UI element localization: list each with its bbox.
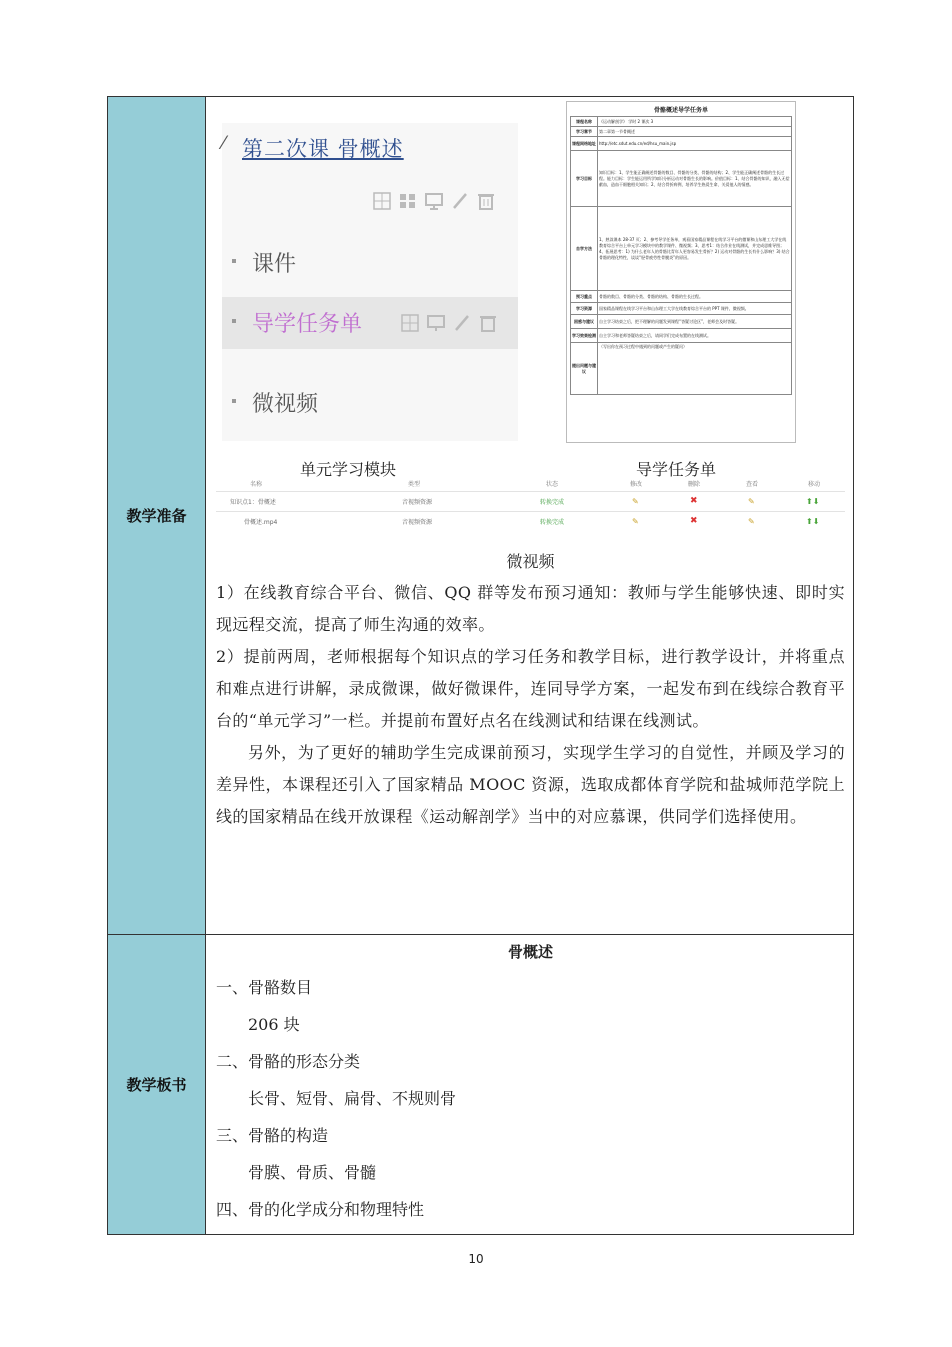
module-item-label: 导学任务单 [252,312,363,337]
module-item-label: 微视频 [252,392,319,417]
module-toolbar [372,191,496,211]
monitor-icon [424,191,444,211]
modify-icon[interactable]: ✎ [632,516,639,526]
edit-icon [450,191,470,211]
board-line: 206 块 [248,1015,300,1034]
add-icon [400,313,420,333]
divider [216,511,845,512]
video-type: 音视频资源 [402,498,433,506]
board-line: 四、骨的化学成分和物理特性 [216,1200,425,1219]
row-label-board: 教学板书 [108,935,206,1235]
module-item-courseware[interactable] [222,237,518,289]
video-row[interactable] [216,493,845,509]
page-number: 10 [468,1252,484,1266]
sheet-value: （写出你在预习过程中遇到的问题或产生的疑问） [598,343,792,395]
lesson-table [107,96,854,1235]
sheet-value: 国家精品课程在线学习平台和山东理工大学在线教育综合平台的 PPT 课件、微视频。 [598,303,792,315]
sheet-title: 骨骼概述导学任务单 [653,107,708,114]
trash-icon [476,191,496,211]
view-icon[interactable]: ✎ [748,516,755,526]
video-caption: 微视频 [506,552,555,571]
move-arrows-icon[interactable]: ⬆⬇ [806,516,820,526]
edit-icon [452,313,472,333]
sheet-value: 骨骼的数目、骨骼的分类、骨骼的结构、骨骼的生长过程。 [598,291,792,303]
sheet-caption: 导学任务单 [636,460,717,479]
video-list-header [216,475,845,491]
sheet-value: 1、熟读课本 28-37 页；2、参考导学任务单，观看国家精品课程在线学习平台的微课和山东理工大学在线教育综合平台上单元学习模块中的教学课件、微视频；3、思考1：结合作业在线测试，并完成思维导图；4、拓展思考：1) 为什么老年人的骨骼比青年人更容易发生骨折？2) 运动对骨骼的生长有什么影响？3) 结合骨骼的理化特性，谈谈“胫骨疲劳性骨膜炎”的原因。 [598,207,792,291]
sheet-value: http://etc.sdut.edu.cn/ed/hsu_main.jsp [598,137,792,151]
board-line: 一、骨骼数目 [216,978,313,997]
view-icon[interactable]: ✎ [748,496,755,506]
figures-area [216,97,845,479]
col-header: 状态 [546,480,559,488]
move-arrows-icon[interactable]: ⬆⬇ [806,496,820,506]
col-header: 删除 [688,480,701,488]
board-content [206,935,854,1235]
trash-icon [478,313,498,333]
bullet [232,399,236,403]
unit-module-screenshot [222,123,518,441]
sheet-key: 预习重点 [571,291,598,303]
board-line: 二、骨骼的形态分类 [216,1052,361,1071]
sheet-key: 学习目标 [571,151,598,207]
sheet-key: 课程名称 [571,117,598,127]
board-line: 骨膜、骨质、骨髓 [248,1163,377,1182]
col-header: 名称 [250,480,263,488]
bullet [232,319,236,323]
delete-icon[interactable]: ✖ [690,516,698,526]
sheet-value: 第二章第一节骨概述 [598,127,792,137]
task-sheet-screenshot [566,101,796,443]
add-icon [372,191,392,211]
video-row[interactable] [216,513,845,529]
module-title: 第二次课 骨概述 [242,137,404,161]
sheet-value: 《运动解剖学》 学时 2 课次 3 [598,117,792,127]
paragraph: 2）提前两周，老师根据每个知识点的学习任务和教学目标，进行教学设计，并将重点和难点进行讲解，录成微课，做好微课件，连同导学方案，一起发布到在线综合教育平台的“单元学习”一栏。并提前布置好点名在线测试和结课在线测试。 [216,647,845,730]
video-name: 骨概述.mp4 [244,518,278,526]
module-item-microvideo[interactable] [222,377,518,429]
board-title: 骨概述 [507,943,553,961]
modify-icon[interactable]: ✎ [632,496,639,506]
preparation-content [206,97,854,935]
delete-icon[interactable]: ✖ [690,496,698,506]
sheet-key: 自学方法 [571,207,598,291]
video-list [216,475,845,545]
sheet-value: 自主学习结束之后，把不理解的问题发到课程“答疑讨论区”，老师会及时答疑。 [598,315,792,329]
monitor-icon [426,313,446,333]
row-label-preparation: 教学准备 [108,97,206,935]
bullet [232,259,236,263]
grid-icon [398,191,418,211]
board-line: 三、骨骼的构造 [216,1126,329,1145]
sheet-key: 学习资源 [571,303,598,315]
col-header: 修改 [630,480,643,488]
video-name: 知识点1：骨概述 [230,498,276,506]
video-status: 转换完成 [540,498,565,506]
divider [216,491,845,492]
module-caption: 单元学习模块 [300,460,397,479]
module-item-label: 课件 [252,252,297,277]
col-header: 移动 [808,480,821,488]
paragraph: 1）在线教育综合平台、微信、QQ 群等发布预习通知：教师与学生能够快速、即时实现远程交流，提高了师生沟通的效率。 [216,583,845,634]
paragraph: 另外，为了更好的辅助学生完成课前预习，实现学生学习的自觉性，并顾及学习的差异性，本课程还引入了国家精品 MOOC 资源，选取成都体育学院和盐城师范学院上线的国家精品在线开放课程《运动解剖学》当中的对应慕课，供同学们选择使用。 [216,743,845,826]
sheet-value: 知识目标：1、学生能正确阐述骨骼的数目、骨骼的分类、骨骼的结构；2、学生能正确阐述骨骼的生长过程。能力目标：学生能运用所学知识分析运动对骨骼生长的影响。价值目标：1、结合骨骼的知识，融入无偿献血，造血干细胞相关知识；2、结合骨折病例，培养学生热爱生命、关爱他人的情感。 [598,151,792,207]
video-type: 音视频资源 [402,518,433,526]
board-line: 长骨、短骨、扁骨、不规则骨 [248,1089,457,1108]
sheet-table [570,116,792,395]
col-header: 查看 [746,480,759,488]
sheet-value: 自主学习和老师答疑结束之后，请同学们完成布置的在线测试。 [598,329,792,343]
module-item-task-sheet[interactable] [222,297,518,349]
sheet-key: 困惑与建议 [571,315,598,329]
sheet-key: 课程网络地址 [571,137,598,151]
collapse-caret-icon: ⁄ [222,133,226,154]
sheet-key: 学习章节 [571,127,598,137]
col-header: 类型 [408,480,421,488]
item-toolbar [400,313,498,333]
sheet-key: 提出问题与建议 [571,343,598,395]
video-status: 转换完成 [540,518,565,526]
sheet-key: 学习效果检测 [571,329,598,343]
